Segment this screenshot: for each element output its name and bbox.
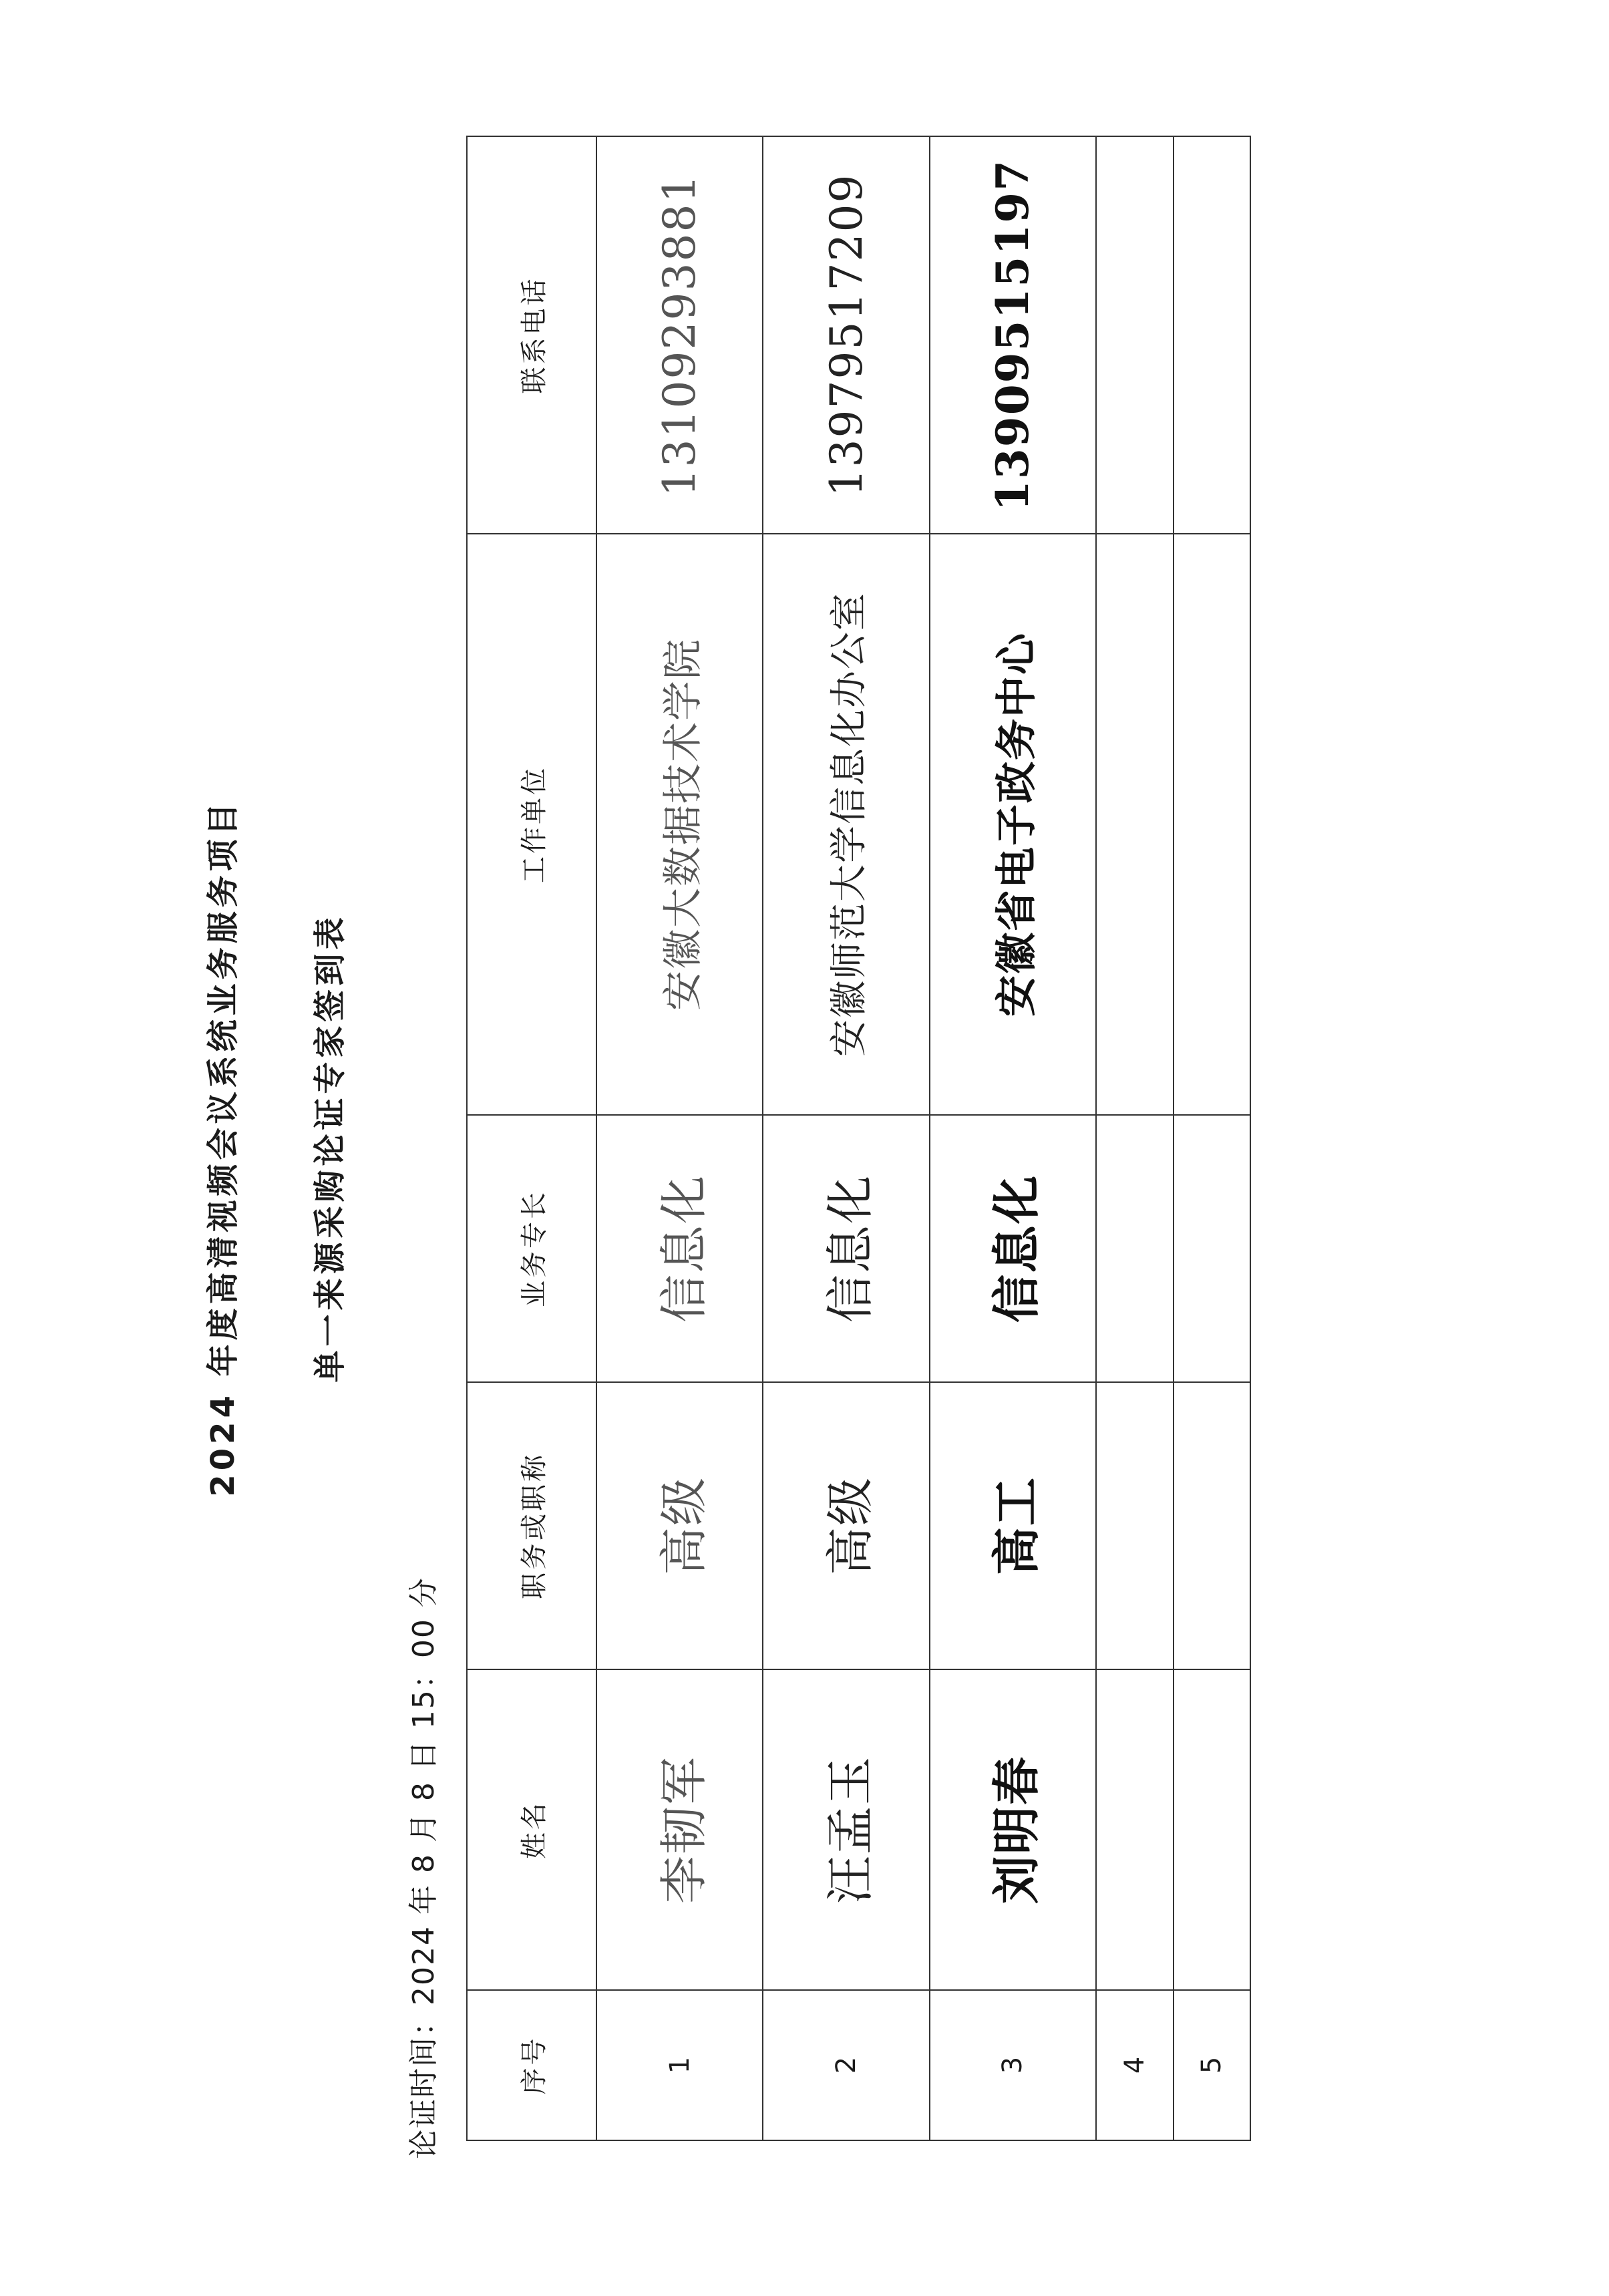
row-expertise [1096,1115,1173,1382]
header-title: 职务或职称 [467,1382,596,1669]
header-index: 序号 [467,1990,596,2140]
row-phone: 13979517209 [763,136,929,534]
document-subtitle: 单一来源采购论证专家签到表 [311,913,349,1383]
row-index: 4 [1096,1990,1173,2140]
row-title: 高级 [763,1382,929,1669]
row-title [1096,1382,1173,1669]
sign-in-table [466,136,1251,2141]
row-index: 2 [763,1990,929,2140]
row-expertise [1174,1115,1250,1382]
table-row [1174,136,1250,2140]
signature-name: 李韧军 [596,1669,763,1990]
signature-name: 刘明春 [930,1669,1096,1990]
row-unit [1096,534,1173,1115]
table-row [596,136,763,2140]
signature-name [1174,1669,1250,1990]
header-expertise: 业务专长 [467,1115,596,1382]
row-title [1174,1382,1250,1669]
row-index: 1 [596,1990,763,2140]
header-phone: 联系电话 [467,136,596,534]
signature-name: 汪孟玉 [763,1669,929,1990]
row-expertise: 信息化 [763,1115,929,1382]
row-index: 5 [1174,1990,1250,2140]
header-unit: 工作单位 [467,534,596,1115]
row-title: 高工 [930,1382,1096,1669]
row-unit: 安徽师范大学信息化办公室 [763,534,929,1115]
table-row [930,136,1096,2140]
signature-name [1096,1669,1173,1990]
row-unit: 安徽省电子政务中心 [930,534,1096,1115]
row-unit: 安徽大数据技术学院 [596,534,763,1115]
row-index: 3 [930,1990,1096,2140]
row-expertise: 信息化 [596,1115,763,1382]
table-header-row [467,136,596,2140]
row-unit [1174,534,1250,1115]
row-phone: 13109293881 [596,136,763,534]
header-name: 姓名 [467,1669,596,1990]
row-title: 高级 [596,1382,763,1669]
row-phone [1174,136,1250,534]
document-title: 2024 年度高清视频会议系统业务服务项目 [204,799,242,1497]
row-phone [1096,136,1173,534]
meeting-time: 论证时间：2024 年 8 月 8 日 15：00 分 [407,1577,441,2159]
table-row [1096,136,1173,2140]
row-expertise: 信息化 [930,1115,1096,1382]
table-row [763,136,929,2140]
row-phone: 13909515197 [930,136,1096,534]
